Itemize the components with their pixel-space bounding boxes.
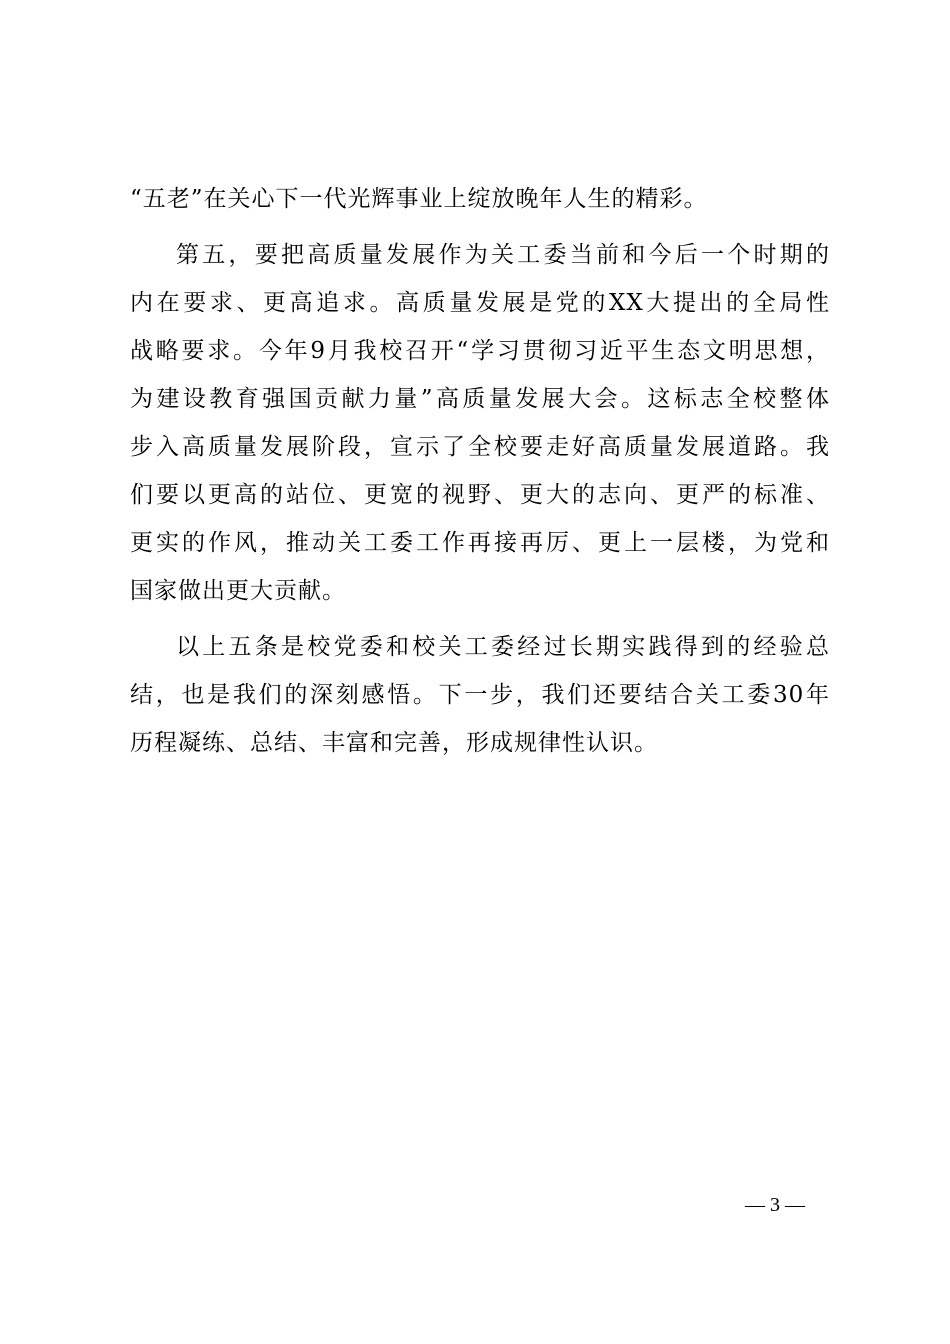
text-line: 战略要求。今年9月我校召开“学习贯彻习近平生态文明思想， bbox=[130, 338, 830, 364]
text-line: 更实的作风，推动关工委工作再接再厉、更上一层楼，为党和 bbox=[130, 530, 830, 556]
body-text bbox=[130, 175, 830, 767]
text-line: 以上五条是校党委和校关工委经过长期实践得到的经验总 bbox=[176, 634, 830, 660]
paragraph-fifth-point bbox=[130, 231, 830, 615]
text-line: 第五，要把高质量发展作为关工委当前和今后一个时期的 bbox=[176, 242, 830, 268]
text-line: 为建设教育强国贡献力量”高质量发展大会。这标志全校整体 bbox=[130, 386, 830, 412]
paragraph-summary bbox=[130, 623, 830, 767]
page-number: — 3 — bbox=[745, 1194, 805, 1216]
text-line: 国家做出更大贡献。 bbox=[130, 578, 346, 604]
text-line: 内在要求、更高追求。高质量发展是党的XX大提出的全局性 bbox=[130, 290, 830, 316]
text-line: 历程凝练、总结、丰富和完善，形成规律性认识。 bbox=[130, 730, 658, 756]
text-line: 结，也是我们的深刻感悟。下一步，我们还要结合关工委30年 bbox=[130, 682, 830, 708]
text-line: “五老”在关心下一代光辉事业上绽放晚年人生的精彩。 bbox=[130, 186, 708, 212]
text-line: 步入高质量发展阶段，宣示了全校要走好高质量发展道路。我 bbox=[130, 434, 830, 460]
paragraph-continuation bbox=[130, 175, 830, 223]
text-line: 们要以更高的站位、更宽的视野、更大的志向、更严的标准、 bbox=[130, 482, 830, 508]
